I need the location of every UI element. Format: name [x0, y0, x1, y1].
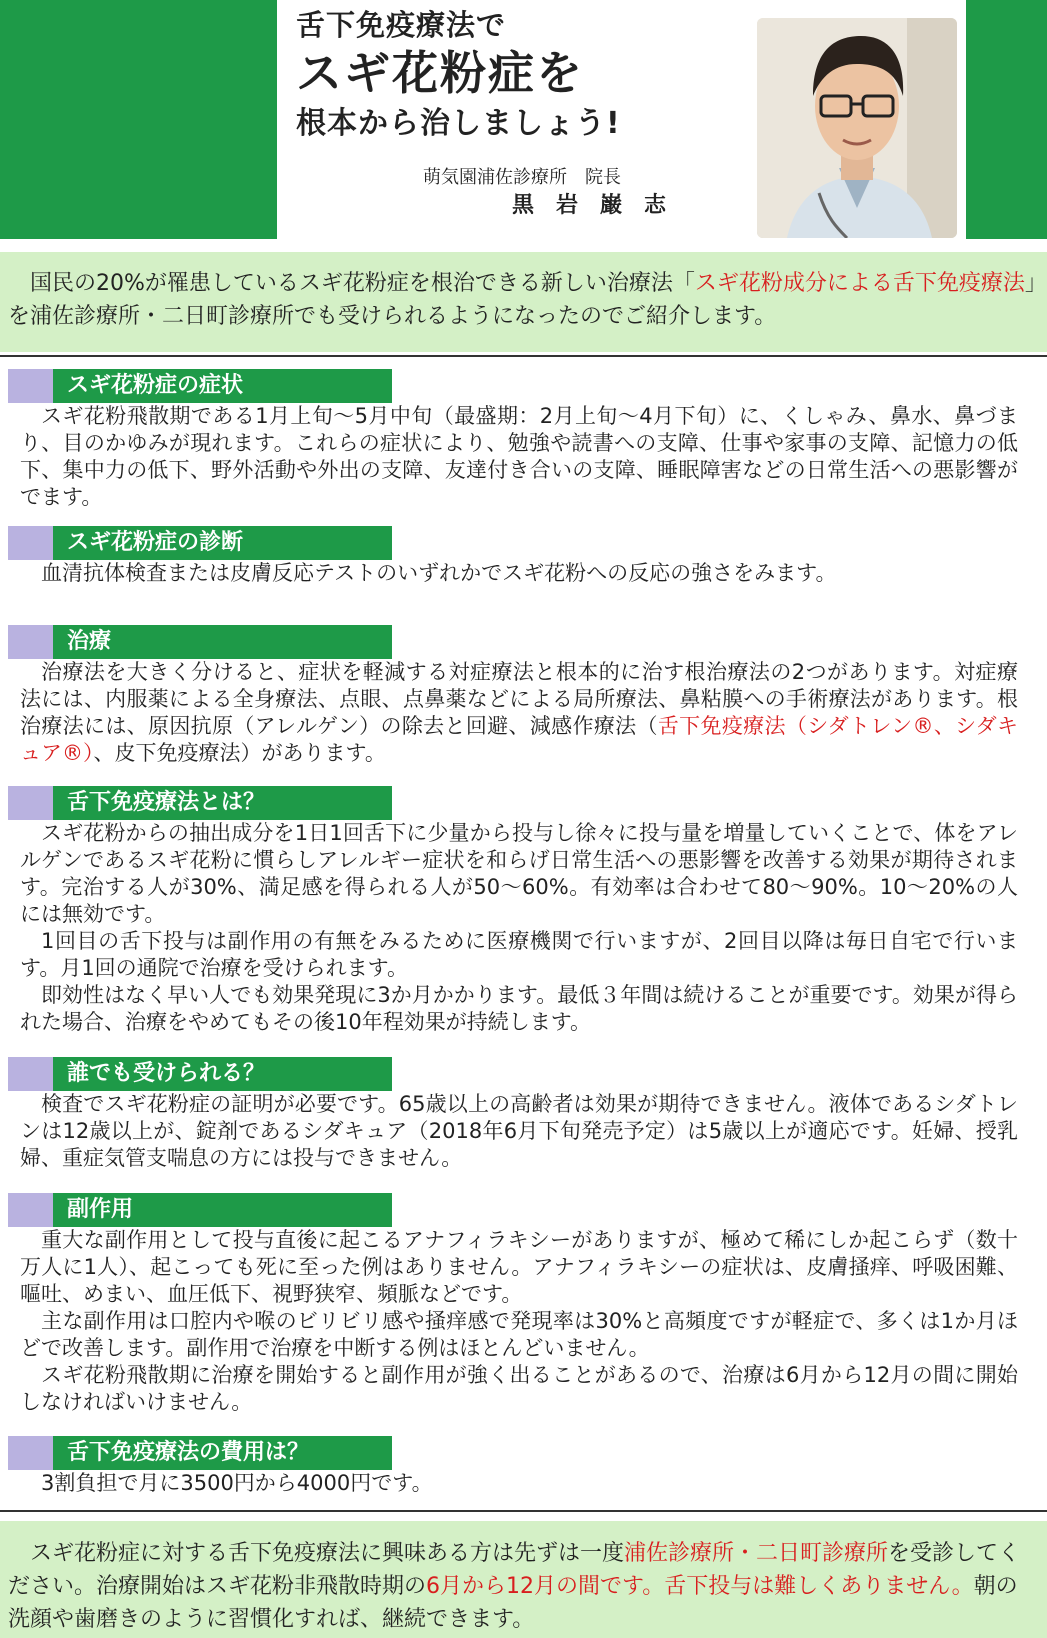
- section-paragraph: [20, 659, 1018, 767]
- title-line-3: 根本から治しましょう!: [296, 106, 621, 141]
- section-heading: [8, 1193, 1018, 1227]
- section-paragraph: 1回目の舌下投与は副作用の有無をみるために医療機関で行いますが、2回目以降は毎日自宅で行います。月1回の通院で治療を受けられます。: [20, 929, 1018, 980]
- section-symptoms: [8, 369, 1018, 511]
- section-heading: [8, 1057, 1018, 1091]
- author-name: 黒岩巌志: [512, 193, 689, 218]
- header-green-panel-right: [966, 0, 1047, 239]
- section-treatment: [8, 625, 1018, 767]
- divider-top: [0, 355, 1047, 357]
- section-heading: [8, 786, 1018, 820]
- intro-text-b: 」を浦佐診療所・二日町診療所でも受けられるようになったのでご紹介します。: [8, 271, 1036, 329]
- section-paragraph: 3割負担で月に3500円から4000円です。: [41, 1471, 433, 1495]
- intro-text-a: 国民の20%が罹患しているスギ花粉症を根治できる新しい治療法「: [30, 271, 695, 296]
- section-heading: [8, 526, 1018, 560]
- footer-text-c: 朝の洗顔や歯磨きのように習慣化すれば、継続できます。: [8, 1574, 1018, 1632]
- header-green-panel-left: [0, 0, 277, 239]
- section-heading: [8, 369, 1018, 403]
- section-heading-label: 副作用: [53, 1193, 392, 1227]
- section-paragraph: 主な副作用は口腔内や喉のビリビリ感や掻痒感で発現率は30%と高頻度ですが軽症で、多くは1か月ほどで改善します。副作用で治療を中断する例はほとんどいません。: [20, 1309, 1018, 1360]
- section-eligibility: [8, 1057, 1018, 1172]
- title-line-1: 舌下免疫療法で: [296, 8, 507, 42]
- footer-banner: [0, 1521, 1047, 1638]
- section-heading-label: スギ花粉症の診断: [53, 526, 392, 560]
- section-side-effects: [8, 1193, 1018, 1416]
- section-paragraph: 重大な副作用として投与直後に起こるアナフィラキシーがありますが、極めて稀にしか起こらず（数十万人に1人）、起こっても死に至った例はありません。アナフィラキシーの症状は、皮膚掻痒、呼吸困難、嘔吐、めまい、血圧低下、視野狭窄、頻脈などです。: [20, 1228, 1018, 1306]
- section-paragraph: スギ花粉飛散期に治療を開始すると副作用が強く出ることがあるので、治療は6月から12月の間に開始しなければいけません。: [20, 1363, 1018, 1414]
- intro-highlight: スギ花粉成分による舌下免疫療法: [694, 271, 1025, 296]
- section-cost: [8, 1436, 1018, 1497]
- section-paragraph: 即効性はなく早い人でも効果発現に3か月かかります。最低３年間は続けることが重要です。効果が得られた場合、治療をやめてもその後10年程効果が持続します。: [20, 983, 1018, 1034]
- section-heading-label: 治療: [53, 625, 392, 659]
- section-slit: [8, 786, 1018, 1036]
- section-heading: [8, 625, 1018, 659]
- footer-text-a: スギ花粉症に対する舌下免疫療法に興味ある方は先ずは一度: [30, 1541, 625, 1566]
- portrait-illustration: [757, 18, 957, 238]
- treatment-text-a: 治療法を大きく分けると、症状を軽減する対症療法と根本的に治す根治療法の2つがあります。対症療法には、内服薬による全身療法、点眼、点鼻薬などによる局所療法、鼻粘膜への手術療法があります。根治療法には、原因抗原（アレルゲン）の除去と回避、減感作療法（: [20, 660, 1018, 738]
- title-line-2: スギ花粉症を: [296, 46, 584, 100]
- author-organization: 萌気園浦佐診療所 院長: [423, 167, 621, 188]
- footer-text-b: を受診してください。治療開始はスギ花粉非飛散時期の: [8, 1541, 1021, 1599]
- section-heading-label: 舌下免疫療法の費用は？: [53, 1436, 392, 1470]
- section-paragraph: 血清抗体検査または皮膚反応テストのいずれかでスギ花粉への反応の強さをみます。: [41, 561, 837, 585]
- title-block: [296, 6, 716, 146]
- footer-period: 6月から12月の間です。舌下投与は難しくありません。: [426, 1574, 974, 1599]
- doctor-portrait-photo: [757, 18, 957, 238]
- section-paragraph: 検査でスギ花粉症の証明が必要です。65歳以上の高齢者は効果が期待できません。液体であるシダトレンは12歳以上が、錠剤であるシダキュア（2018年6月下旬発売予定）は5歳以上が適応です。妊婦、授乳婦、重症気管支喘息の方には投与できません。: [20, 1092, 1018, 1170]
- section-paragraph: スギ花粉飛散期である1月上旬〜5月中旬（最盛期：2月上旬〜4月下旬）に、くしゃみ、鼻水、鼻づまり、目のかゆみが現れます。これらの症状により、勉強や読書への支障、仕事や家事の支障、記憶力の低下、集中力の低下、野外活動や外出の支障、友達付き合いの支障、睡眠障害などの日常生活への悪影響がでます。: [20, 404, 1018, 509]
- section-heading-label: 舌下免疫療法とは？: [53, 786, 392, 820]
- intro-banner: [0, 252, 1047, 352]
- section-heading-label: 誰でも受けられる？: [53, 1057, 392, 1091]
- footer-clinics: 浦佐診療所・二日町診療所: [624, 1541, 889, 1566]
- divider-bottom: [0, 1510, 1047, 1512]
- section-heading-label: スギ花粉症の症状: [53, 369, 392, 403]
- treatment-text-b: 、皮下免疫療法）があります。: [93, 741, 386, 765]
- section-paragraph: スギ花粉からの抽出成分を1日1回舌下に少量から投与し徐々に投与量を増量していくことで、体をアレルゲンであるスギ花粉に慣らしアレルギー症状を和らげ日常生活への悪影響を改善する効果が期待されます。完治する人が30%、満足感を得られる人が50〜60%。有効率は合わせて80〜90%。10〜20%の人には無効です。: [20, 821, 1018, 926]
- section-diagnosis: [8, 526, 1018, 587]
- section-heading: [8, 1436, 1018, 1470]
- treatment-highlight: 舌下免疫療法（シダトレン®、シダキュア®）: [20, 714, 1018, 765]
